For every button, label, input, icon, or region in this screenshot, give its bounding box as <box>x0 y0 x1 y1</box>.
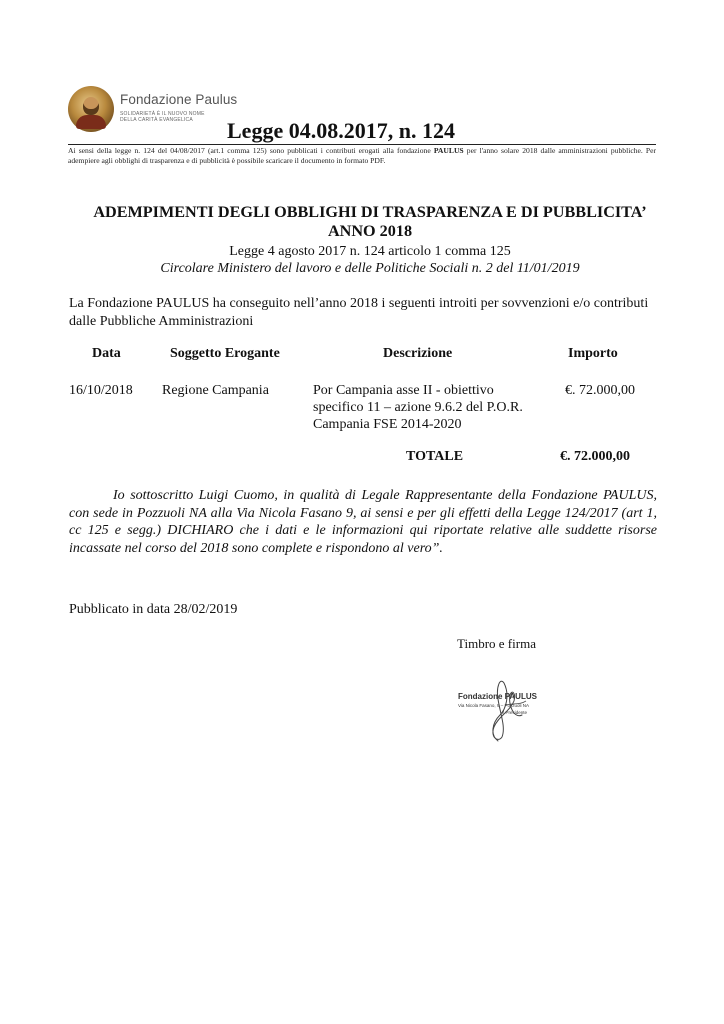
header-note: Ai sensi della legge n. 124 del 04/08/2017 (art.1 comma 125) sono pubblicati i contributi erogati alla fondazione PAULUS per l'anno solare 2018 dalle amministrazioni pubbliche. Per adempiere agli obblighi di trasparenza e di pubblicità è possibile scaricare il documento in formato PDF. <box>68 146 657 165</box>
cell-data: 16/10/2018 <box>69 383 133 398</box>
column-header-importo: Importo <box>568 346 618 361</box>
column-header-data: Data <box>92 346 121 361</box>
column-header-descrizione: Descrizione <box>383 346 453 361</box>
svg-text:Via Nicola Fasano, 9 – Pozzuol: Via Nicola Fasano, 9 – Pozzuoli NA <box>458 703 529 708</box>
column-header-soggetto: Soggetto Erogante <box>170 346 280 361</box>
total-value: €. 72.000,00 <box>560 449 630 464</box>
saint-paul-medallion-icon <box>68 86 114 132</box>
intro-paragraph: La Fondazione PAULUS ha conseguito nell’anno 2018 i seguenti introiti per sovvenzioni e/o contributi dalle Pubbliche Amministrazioni <box>69 296 649 329</box>
header-divider <box>68 144 656 145</box>
document-title: ADEMPIMENTI DEGLI OBBLIGHI DI TRASPARENZA E DI PUBBLICITA’ ANNO 2018 <box>93 203 647 240</box>
logo-tagline: SOLIDARIETÀ È IL NUOVO NOME DELLA CARITÀ EVANGELICA <box>120 111 205 123</box>
logo-name: Fondazione Paulus <box>120 92 238 107</box>
cell-soggetto: Regione Campania <box>162 383 269 398</box>
total-label: TOTALE <box>406 449 464 464</box>
law-reference: Legge 4 agosto 2017 n. 124 articolo 1 comma 125 <box>229 244 511 259</box>
stamp-signature-label: Timbro e firma <box>457 636 536 651</box>
declaration-paragraph: Io sottoscritto Luigi Cuomo, in qualità di Legale Rappresentante della Fondazione PAULUS, con sede in Pozzuoli NA alla Via Nicola Fasano 9, ai sensi e per gli effetti della Legge 124/2017 (art 1, cc 125 e segg.) DICHIARO che i dati e le informazioni qui riportate relative alle suddette risorse incassate nel corso del 2018 sono complete e rispondono al vero”. <box>69 488 657 556</box>
signature-stamp-image <box>440 665 570 745</box>
circular-reference: Circolare Ministero del lavoro e delle Politiche Sociali n. 2 del 11/01/2019 <box>160 261 580 276</box>
cell-descrizione: Por Campania asse II - obiettivo specifico 11 – azione 9.6.2 del P.O.R. Campania FSE 2014-2020 <box>313 383 523 432</box>
svg-text:Fondazione PAULUS: Fondazione PAULUS <box>458 692 537 701</box>
cell-importo: €. 72.000,00 <box>565 383 635 398</box>
publication-date: Pubblicato in data 28/02/2019 <box>69 602 238 617</box>
law-title: Legge 04.08.2017, n. 124 <box>227 118 455 143</box>
svg-text:Il Presidente: Il Presidente <box>502 710 528 715</box>
